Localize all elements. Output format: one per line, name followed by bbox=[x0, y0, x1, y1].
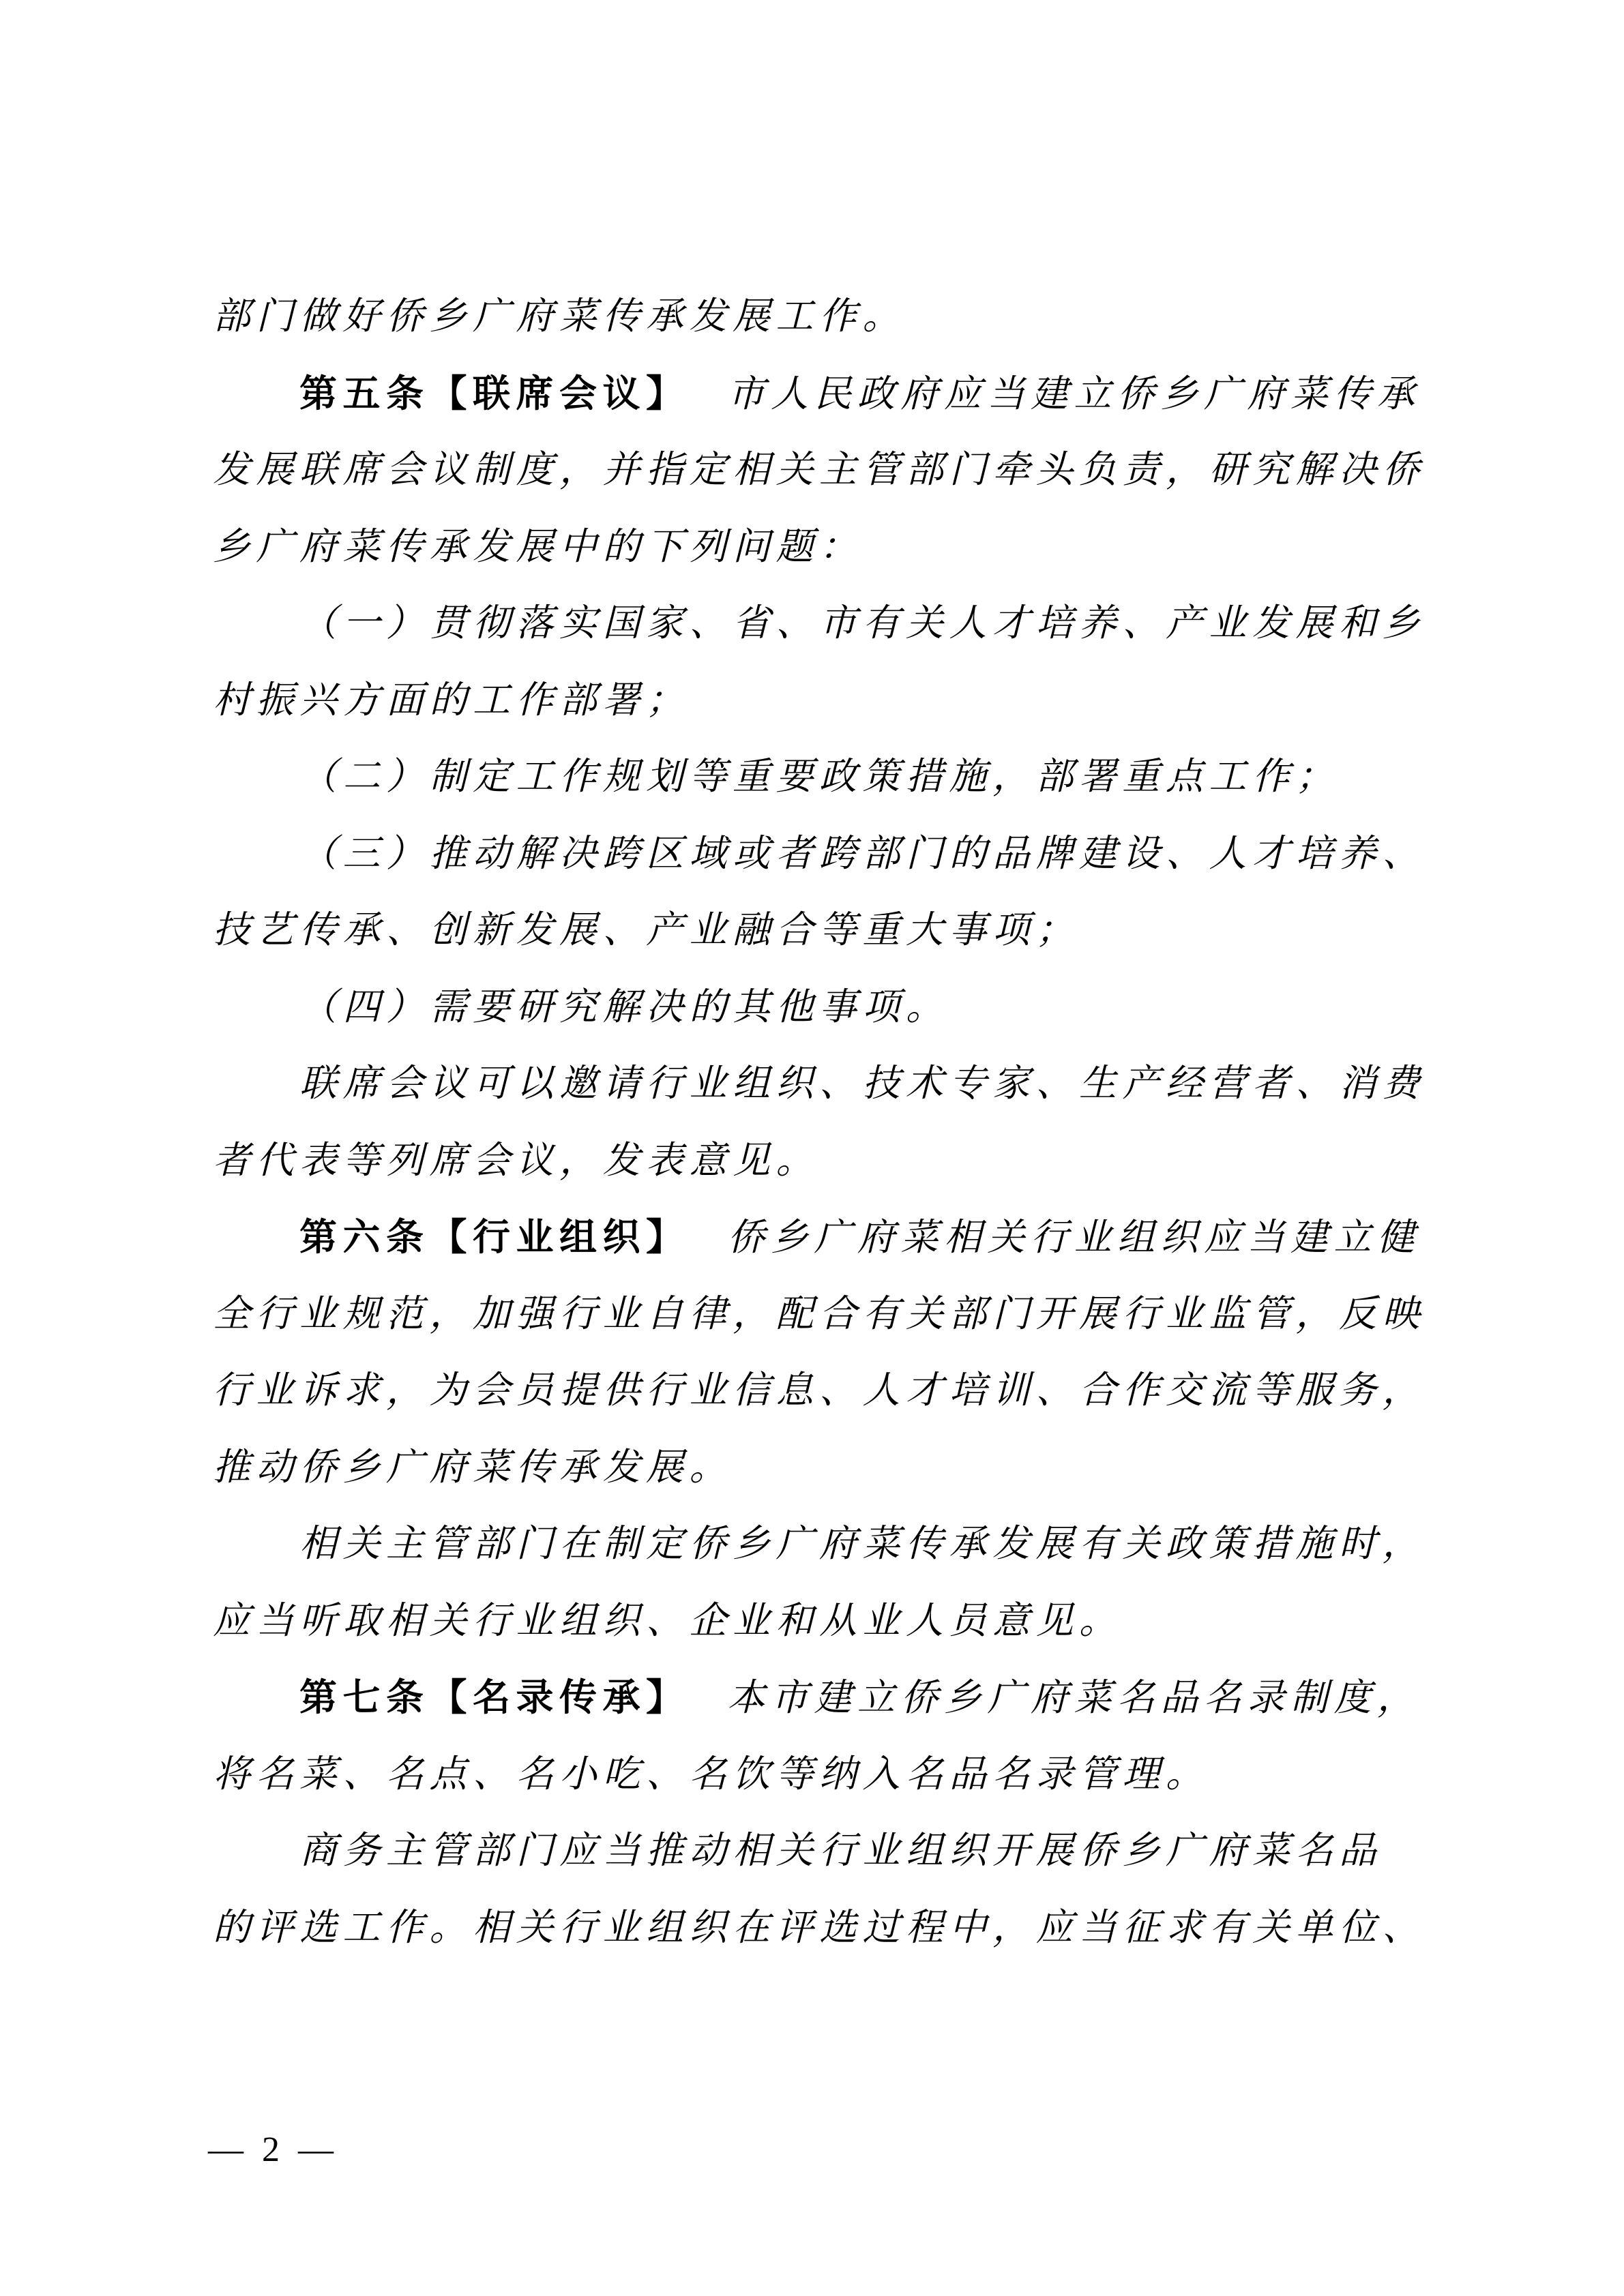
text-line bbox=[213, 1506, 1426, 1583]
text-run: 侨乡广府菜相关行业组织应当建立健 bbox=[727, 1217, 1421, 1258]
text-run: 推动侨乡广府菜传承发展。 bbox=[213, 1446, 733, 1488]
text-run: 全行业规范，加强行业自律，配合有关部门开展行业监管，反映 bbox=[213, 1292, 1426, 1335]
text-line bbox=[213, 739, 1423, 816]
text-run: 本市建立侨乡广府菜名品名录制度， bbox=[727, 1677, 1421, 1718]
text-run: 村振兴方面的工作部署； bbox=[213, 679, 690, 721]
text-line bbox=[213, 1583, 1423, 1660]
text-line bbox=[213, 662, 1423, 739]
page-footer bbox=[208, 2129, 338, 2171]
text-line bbox=[213, 1813, 1423, 1890]
text-run: 者代表等列席会议，发表意见。 bbox=[213, 1139, 820, 1181]
text-line bbox=[213, 892, 1423, 969]
text-line bbox=[213, 432, 1426, 509]
text-line bbox=[213, 1429, 1423, 1506]
text-run: 应当听取相关行业组织、企业和从业人员意见。 bbox=[213, 1599, 1123, 1641]
text-run: （二）制定工作规划等重要政策措施，部署重点工作； bbox=[299, 756, 1340, 797]
article-heading-run: 第七条【名录传承】 bbox=[299, 1676, 690, 1718]
text-line bbox=[213, 1199, 1423, 1276]
page-number: — 2 — bbox=[208, 2130, 338, 2169]
text-run: 将名菜、名点、名小吃、名饮等纳入名品名录管理。 bbox=[213, 1753, 1209, 1795]
text-line bbox=[213, 509, 1423, 586]
text-run: 商务主管部门应当推动相关行业组织开展侨乡广府菜名品 bbox=[299, 1830, 1383, 1871]
text-run: （一）贯彻落实国家、省、市有关人才培养、产业发展和乡 bbox=[299, 602, 1426, 644]
text-run: 部门做好侨乡广府菜传承发展工作。 bbox=[213, 295, 906, 337]
text-run: （四）需要研究解决的其他事项。 bbox=[299, 985, 949, 1028]
article-heading-run: 第五条【联席会议】 bbox=[299, 372, 690, 415]
text-line bbox=[213, 585, 1426, 662]
text-run: 联席会议可以邀请行业组织、技术专家、生产经营者、消费 bbox=[299, 1062, 1426, 1104]
text-line bbox=[213, 969, 1423, 1046]
text-line bbox=[213, 1736, 1423, 1813]
text-line bbox=[213, 1352, 1426, 1429]
text-run: 相关主管部门在制定侨乡广府菜传承发展有关政策措施时， bbox=[299, 1523, 1426, 1564]
text-line bbox=[213, 1276, 1426, 1353]
document-body bbox=[213, 278, 1426, 1966]
text-line bbox=[213, 355, 1423, 432]
text-run: （三）推动解决跨区域或者跨部门的品牌建设、人才培养、 bbox=[299, 832, 1426, 874]
text-line bbox=[213, 1045, 1426, 1122]
text-run: 发展联席会议制度，并指定相关主管部门牵头负责，研究解决侨 bbox=[213, 449, 1426, 490]
text-line bbox=[213, 1659, 1423, 1736]
text-run: 市人民政府应当建立侨乡广府菜传承 bbox=[727, 372, 1421, 415]
text-run: 的评选工作。相关行业组织在评选过程中，应当征求有关单位、 bbox=[213, 1906, 1426, 1948]
text-line bbox=[213, 278, 1423, 355]
text-line bbox=[213, 816, 1426, 893]
article-heading-run: 第六条【行业组织】 bbox=[299, 1216, 690, 1258]
text-run: 行业诉求，为会员提供行业信息、人才培训、合作交流等服务， bbox=[213, 1369, 1426, 1411]
text-run: 乡广府菜传承发展中的下列问题： bbox=[213, 525, 863, 567]
text-run: 技艺传承、创新发展、产业融合等重大事项； bbox=[213, 909, 1080, 951]
text-line bbox=[213, 1890, 1426, 1967]
text-line bbox=[213, 1122, 1423, 1199]
